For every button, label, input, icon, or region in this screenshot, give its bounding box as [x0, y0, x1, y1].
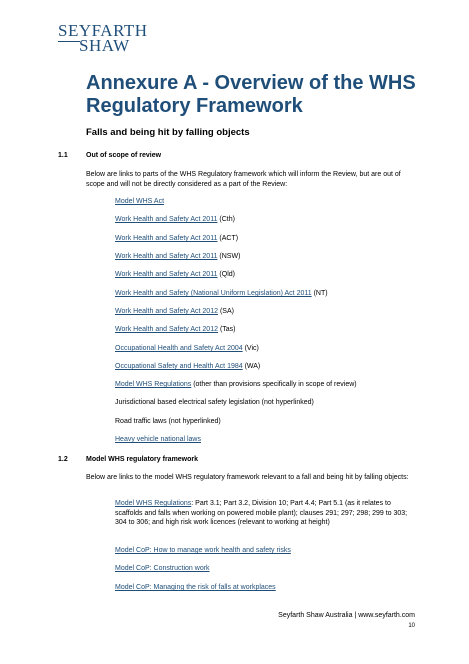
section-2-intro: Below are links to the model WHS regulatory framework relevant to a fall and being hit by falling objects:: [86, 474, 409, 481]
reference-link[interactable]: Model CoP: How to manage work health and safety risks: [115, 547, 291, 554]
list-item: [115, 398, 415, 408]
reference-link[interactable]: Heavy vehicle national laws: [115, 436, 201, 443]
list-item: [115, 234, 415, 244]
list-item-text: (Qld): [217, 271, 235, 278]
list-item-text: (other than provisions specifically in scope of review): [191, 381, 357, 388]
list-item: [115, 197, 415, 207]
list-item: [115, 499, 415, 528]
reference-link[interactable]: Work Health and Safety Act 2011: [115, 271, 218, 278]
section-2-number: 1.2: [58, 456, 68, 463]
reference-link[interactable]: Work Health and Safety (National Uniform Legislation) Act 2011: [115, 290, 312, 297]
page-number: 10: [408, 623, 415, 629]
list-item: [115, 215, 415, 225]
list-item: [115, 380, 415, 390]
list-item: [115, 252, 415, 262]
logo-line-1: SEYFARTH: [58, 21, 148, 40]
logo-line-2: SHAW: [79, 36, 130, 55]
section-1-number: 1.1: [58, 152, 68, 159]
footer-text: Seyfarth Shaw Australia | www.seyfarth.com: [278, 612, 415, 619]
list-item-text: : Part 3.1; Part 3.2, Division 10; Part 4.4; Part 5.1 (as it relates to scaffolds and falls when working on powered mobile plant); clauses 291; 297; 298; 299 to 303; 304 to 306; and high risk work licences (relevant to working at height): [115, 500, 408, 526]
reference-link[interactable]: Work Health and Safety Act 2011: [115, 216, 218, 223]
list-item: [115, 362, 415, 372]
list-item-text: (ACT): [217, 235, 239, 242]
list-item-text: (NSW): [217, 253, 241, 260]
list-item-text: (NT): [311, 290, 328, 297]
reference-link[interactable]: Work Health and Safety Act 2011: [115, 253, 218, 260]
list-item: [115, 344, 415, 354]
list-item-text: (Cth): [217, 216, 235, 223]
list-item-text: (WA): [242, 363, 261, 370]
reference-link[interactable]: Model WHS Regulations: [115, 500, 192, 507]
logo-bar: [58, 41, 80, 42]
list-item: [115, 417, 415, 427]
list-item: [115, 289, 415, 299]
subheading: Falls and being hit by falling objects: [86, 127, 250, 138]
reference-link[interactable]: Work Health and Safety Act 2012: [115, 326, 218, 333]
reference-link[interactable]: Model CoP: Managing the risk of falls at workplaces: [115, 584, 276, 591]
list-item-text: (SA): [218, 308, 234, 315]
list-item: [115, 435, 415, 445]
reference-link[interactable]: Occupational Health and Safety Act 2004: [115, 345, 243, 352]
section-1-heading: Out of scope of review: [86, 152, 162, 159]
document-title: Annexure A - Overview of the WHS Regulatory Framework: [86, 72, 416, 117]
reference-link[interactable]: Occupational Safety and Health Act 1984: [115, 363, 243, 370]
reference-link[interactable]: Model WHS Act: [115, 198, 165, 205]
list-item: [115, 270, 415, 280]
list-item-text: (Tas): [218, 326, 236, 333]
list-item-text: Jurisdictional based electrical safety legislation (not hyperlinked): [115, 399, 314, 406]
section-1-intro: Below are links to parts of the WHS Regulatory framework which will inform the Review, but are out of scope and will not be directly considered as a part of the Review:: [86, 171, 401, 188]
list-item: [115, 307, 415, 317]
reference-link[interactable]: Model WHS Regulations: [115, 381, 192, 388]
list-item: [115, 325, 415, 335]
list-item: [115, 546, 415, 556]
company-logo: [58, 22, 158, 64]
reference-link[interactable]: Work Health and Safety Act 2012: [115, 308, 218, 315]
list-item-text: (Vic): [242, 345, 259, 352]
reference-link[interactable]: Work Health and Safety Act 2011: [115, 235, 218, 242]
list-item: [115, 583, 415, 593]
reference-link[interactable]: Model CoP: Construction work: [115, 565, 210, 572]
list-item: [115, 564, 415, 574]
list-item-text: Road traffic laws (not hyperlinked): [115, 418, 221, 425]
section-2-heading: Model WHS regulatory framework: [86, 456, 199, 463]
